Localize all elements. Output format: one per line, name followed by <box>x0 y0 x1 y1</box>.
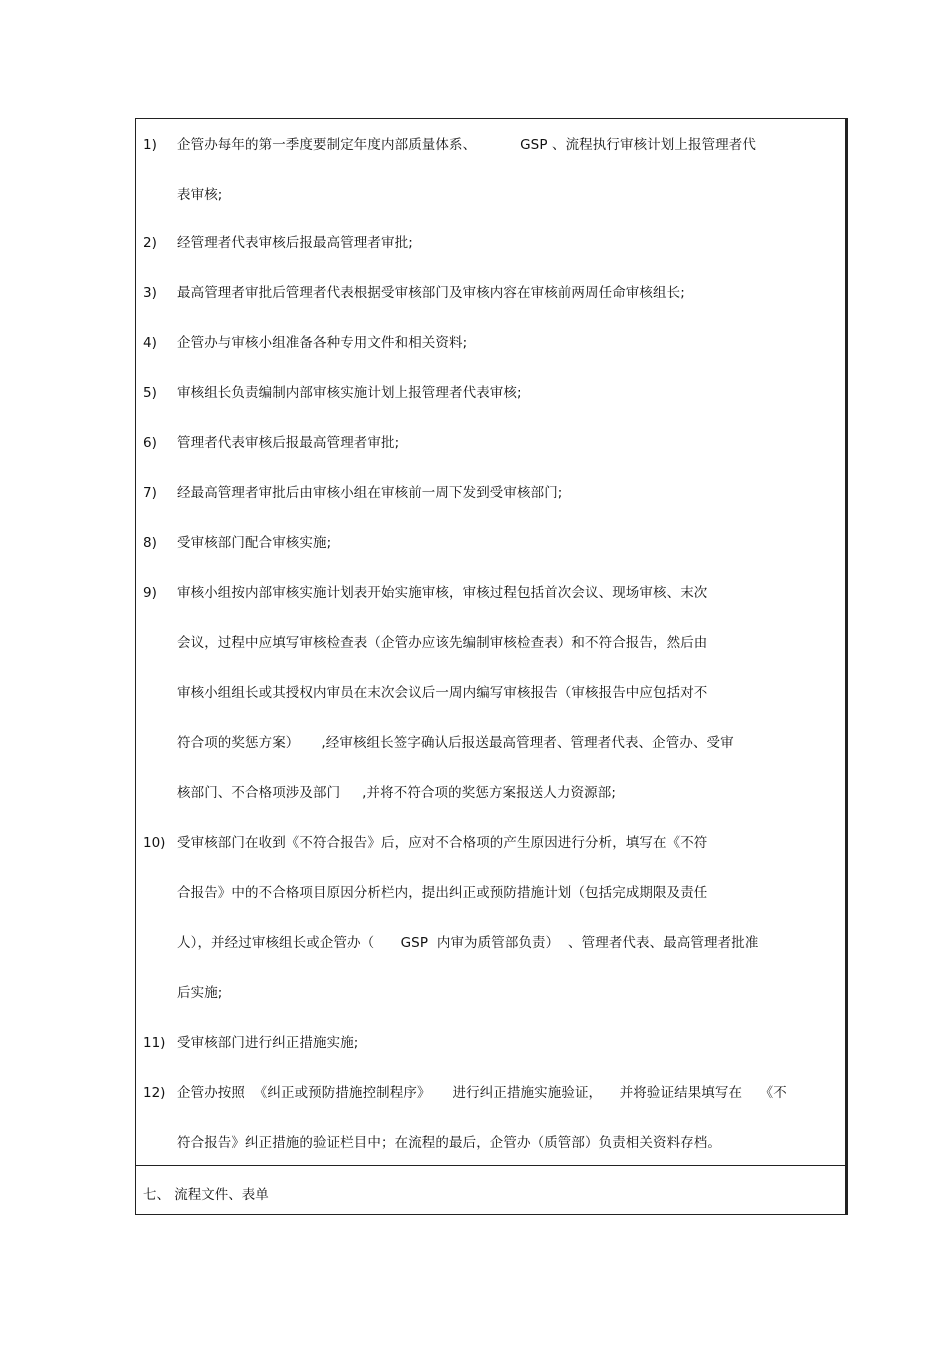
step-text-line: 受审核部门在收到《不符合报告》后，应对不合格项的产生原因进行分析，填写在《不符 <box>177 835 708 851</box>
step-number: 9) <box>143 585 157 601</box>
step-text-line: 后实施; <box>177 985 223 1001</box>
step-text-line: 会议，过程中应填写审核检查表（企管办应该先编制审核检查表）和不符合报告，然后由 <box>177 635 708 651</box>
step-number: 7) <box>143 485 157 501</box>
step-text-line: 企管办与审核小组准备各种专用文件和相关资料; <box>177 335 468 351</box>
step-number: 3) <box>143 285 157 301</box>
step-text-line: 表审核; <box>177 187 223 203</box>
step-text-line: 最高管理者审批后管理者代表根据受审核部门及审核内容在审核前两周任命审核组长; <box>177 285 685 301</box>
step-text-line: 企管办每年的第一季度要制定年度内部质量体系、 GSP 、流程执行审核计划上报管理者代 <box>177 137 756 153</box>
step-number: 1) <box>143 137 157 153</box>
step-text-line: 经管理者代表审核后报最高管理者审批; <box>177 235 413 251</box>
step-text-line: 审核小组组长或其授权内审员在末次会议后一周内编写审核报告（审核报告中应包括对不 <box>177 685 708 701</box>
step-number: 6) <box>143 435 157 451</box>
step-text-line: 符合报告》纠正措施的验证栏目中；在流程的最后，企管办（质管部）负责相关资料存档。 <box>177 1135 721 1151</box>
section-row <box>136 1165 845 1215</box>
step-text-line: 经最高管理者审批后由审核小组在审核前一周下发到受审核部门; <box>177 485 563 501</box>
step-text-line: 合报告》中的不合格项目原因分析栏内，提出纠正或预防措施计划（包括完成期限及责任 <box>177 885 708 901</box>
step-text-line: 符合项的奖惩方案） ,经审核组长签字确认后报送最高管理者、管理者代表、企管办、受审 <box>177 735 734 751</box>
step-text-line: 核部门、不合格项涉及部门 ,并将不符合项的奖惩方案报送人力资源部; <box>177 785 616 801</box>
step-text-line: 管理者代表审核后报最高管理者审批; <box>177 435 400 451</box>
step-number: 8) <box>143 535 157 551</box>
step-text-line: 受审核部门配合审核实施; <box>177 535 332 551</box>
step-text-line: 企管办按照 《纠正或预防措施控制程序》 进行纠正措施实施验证， 并将验证结果填写在 《不 <box>177 1085 787 1101</box>
step-text-line: 受审核部门进行纠正措施实施; <box>177 1035 359 1051</box>
step-text-line: 审核小组按内部审核实施计划表开始实施审核，审核过程包括首次会议、现场审核、末次 <box>177 585 708 601</box>
step-number: 2) <box>143 235 157 251</box>
step-text-line: 审核组长负责编制内部审核实施计划上报管理者代表审核; <box>177 385 522 401</box>
step-number: 12) <box>143 1085 166 1101</box>
step-text-line: 人），并经过审核组长或企管办（ GSP 内审为质管部负责） 、管理者代表、最高管理者批准 <box>177 935 759 951</box>
section-title: 七、 流程文件、表单 <box>143 1187 269 1203</box>
step-number: 4) <box>143 335 157 351</box>
step-number: 5) <box>143 385 157 401</box>
process-steps-cell <box>136 119 845 1166</box>
document-table <box>135 118 848 1215</box>
step-number: 11) <box>143 1035 166 1051</box>
step-number: 10) <box>143 835 166 851</box>
